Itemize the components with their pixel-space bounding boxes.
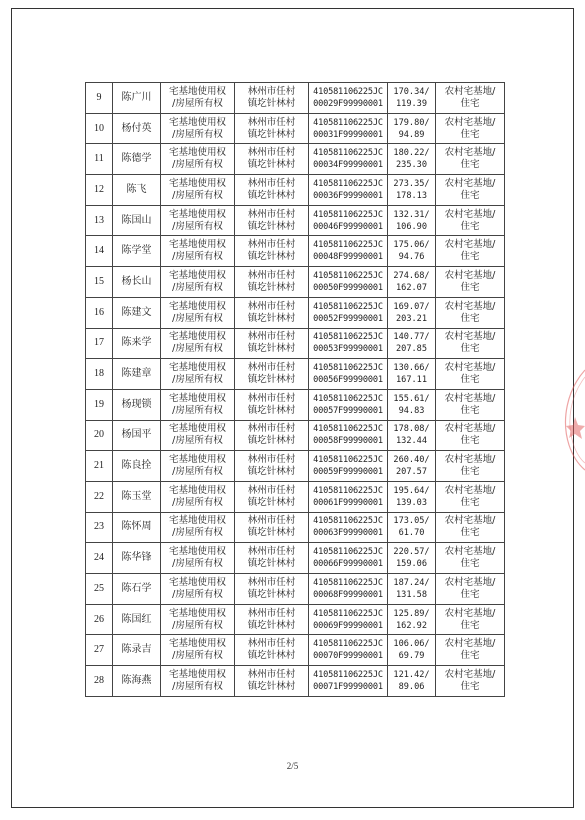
location-cell: 林州市任村 镇圪针林村: [235, 236, 309, 267]
right-type-cell: 宅基地使用权 /房屋所有权: [161, 297, 235, 328]
row-number-cell: 16: [86, 297, 113, 328]
right-type-cell: 宅基地使用权 /房屋所有权: [161, 389, 235, 420]
owner-name-cell: 陈玉堂: [113, 481, 161, 512]
location-cell: 林州市任村 镇圪针林村: [235, 205, 309, 236]
row-number-cell: 27: [86, 635, 113, 666]
unit-code-cell: 410581106225JC 00029F99990001: [309, 83, 388, 114]
unit-code-cell: 410581106225JC 00034F99990001: [309, 144, 388, 175]
row-number-cell: 19: [86, 389, 113, 420]
location-cell: 林州市任村 镇圪针林村: [235, 512, 309, 543]
right-type-cell: 宅基地使用权 /房屋所有权: [161, 574, 235, 605]
location-cell: 林州市任村 镇圪针林村: [235, 113, 309, 144]
row-number-cell: 28: [86, 666, 113, 697]
usage-cell: 农村宅基地/ 住宅: [436, 175, 505, 206]
usage-cell: 农村宅基地/ 住宅: [436, 574, 505, 605]
right-type-cell: 宅基地使用权 /房屋所有权: [161, 543, 235, 574]
owner-name-cell: 陈石学: [113, 574, 161, 605]
unit-code-cell: 410581106225JC 00069F99990001: [309, 604, 388, 635]
area-cell: 169.07/ 203.21: [388, 297, 436, 328]
table-row: [86, 543, 505, 574]
table-row: [86, 297, 505, 328]
right-type-cell: 宅基地使用权 /房屋所有权: [161, 359, 235, 390]
red-seal-stamp-fragment: [561, 365, 585, 475]
table-row: [86, 574, 505, 605]
row-number-cell: 25: [86, 574, 113, 605]
area-cell: 170.34/ 119.39: [388, 83, 436, 114]
area-cell: 155.61/ 94.83: [388, 389, 436, 420]
area-cell: 195.64/ 139.03: [388, 481, 436, 512]
location-cell: 林州市任村 镇圪针林村: [235, 175, 309, 206]
area-cell: 273.35/ 178.13: [388, 175, 436, 206]
location-cell: 林州市任村 镇圪针林村: [235, 297, 309, 328]
table-row: [86, 113, 505, 144]
unit-code-cell: 410581106225JC 00058F99990001: [309, 420, 388, 451]
row-number-cell: 10: [86, 113, 113, 144]
usage-cell: 农村宅基地/ 住宅: [436, 83, 505, 114]
unit-code-cell: 410581106225JC 00068F99990001: [309, 574, 388, 605]
table-row: [86, 666, 505, 697]
row-number-cell: 26: [86, 604, 113, 635]
row-number-cell: 14: [86, 236, 113, 267]
right-type-cell: 宅基地使用权 /房屋所有权: [161, 83, 235, 114]
unit-code-cell: 410581106225JC 00048F99990001: [309, 236, 388, 267]
table-row: [86, 175, 505, 206]
table-row: [86, 236, 505, 267]
unit-code-cell: 410581106225JC 00066F99990001: [309, 543, 388, 574]
right-type-cell: 宅基地使用权 /房屋所有权: [161, 328, 235, 359]
unit-code-cell: 410581106225JC 00046F99990001: [309, 205, 388, 236]
right-type-cell: 宅基地使用权 /房屋所有权: [161, 512, 235, 543]
row-number-cell: 23: [86, 512, 113, 543]
row-number-cell: 21: [86, 451, 113, 482]
unit-code-cell: 410581106225JC 00071F99990001: [309, 666, 388, 697]
location-cell: 林州市任村 镇圪针林村: [235, 144, 309, 175]
area-cell: 220.57/ 159.06: [388, 543, 436, 574]
row-number-cell: 9: [86, 83, 113, 114]
row-number-cell: 13: [86, 205, 113, 236]
area-cell: 274.68/ 162.07: [388, 267, 436, 298]
area-cell: 178.08/ 132.44: [388, 420, 436, 451]
right-type-cell: 宅基地使用权 /房屋所有权: [161, 420, 235, 451]
table-row: [86, 205, 505, 236]
row-number-cell: 22: [86, 481, 113, 512]
right-type-cell: 宅基地使用权 /房屋所有权: [161, 604, 235, 635]
location-cell: 林州市任村 镇圪针林村: [235, 359, 309, 390]
row-number-cell: 18: [86, 359, 113, 390]
area-cell: 130.66/ 167.11: [388, 359, 436, 390]
table-row: [86, 420, 505, 451]
right-type-cell: 宅基地使用权 /房屋所有权: [161, 175, 235, 206]
area-cell: 121.42/ 89.06: [388, 666, 436, 697]
owner-name-cell: 杨长山: [113, 267, 161, 298]
page-number: 2/5: [286, 761, 299, 771]
unit-code-cell: 410581106225JC 00057F99990001: [309, 389, 388, 420]
area-cell: 173.05/ 61.70: [388, 512, 436, 543]
table-row: [86, 144, 505, 175]
location-cell: 林州市任村 镇圪针林村: [235, 451, 309, 482]
right-type-cell: 宅基地使用权 /房屋所有权: [161, 144, 235, 175]
owner-name-cell: 陈怀周: [113, 512, 161, 543]
records-table: [85, 82, 505, 697]
area-cell: 106.06/ 69.79: [388, 635, 436, 666]
area-cell: 179.80/ 94.89: [388, 113, 436, 144]
area-cell: 260.40/ 207.57: [388, 451, 436, 482]
location-cell: 林州市任村 镇圪针林村: [235, 83, 309, 114]
table-row: [86, 512, 505, 543]
right-type-cell: 宅基地使用权 /房屋所有权: [161, 666, 235, 697]
unit-code-cell: 410581106225JC 00036F99990001: [309, 175, 388, 206]
location-cell: 林州市任村 镇圪针林村: [235, 389, 309, 420]
location-cell: 林州市任村 镇圪针林村: [235, 328, 309, 359]
owner-name-cell: 陈飞: [113, 175, 161, 206]
usage-cell: 农村宅基地/ 住宅: [436, 481, 505, 512]
row-number-cell: 12: [86, 175, 113, 206]
usage-cell: 农村宅基地/ 住宅: [436, 543, 505, 574]
owner-name-cell: 陈来学: [113, 328, 161, 359]
location-cell: 林州市任村 镇圪针林村: [235, 481, 309, 512]
table-row: [86, 389, 505, 420]
area-cell: 125.89/ 162.92: [388, 604, 436, 635]
usage-cell: 农村宅基地/ 住宅: [436, 512, 505, 543]
location-cell: 林州市任村 镇圪针林村: [235, 420, 309, 451]
owner-name-cell: 陈国山: [113, 205, 161, 236]
usage-cell: 农村宅基地/ 住宅: [436, 297, 505, 328]
owner-name-cell: 陈建文: [113, 297, 161, 328]
usage-cell: 农村宅基地/ 住宅: [436, 604, 505, 635]
unit-code-cell: 410581106225JC 00053F99990001: [309, 328, 388, 359]
records-table-body: [86, 83, 505, 697]
area-cell: 175.06/ 94.76: [388, 236, 436, 267]
usage-cell: 农村宅基地/ 住宅: [436, 635, 505, 666]
usage-cell: 农村宅基地/ 住宅: [436, 451, 505, 482]
unit-code-cell: 410581106225JC 00050F99990001: [309, 267, 388, 298]
owner-name-cell: 陈国红: [113, 604, 161, 635]
owner-name-cell: 陈海燕: [113, 666, 161, 697]
table-row: [86, 451, 505, 482]
row-number-cell: 24: [86, 543, 113, 574]
area-cell: 180.22/ 235.30: [388, 144, 436, 175]
right-type-cell: 宅基地使用权 /房屋所有权: [161, 236, 235, 267]
usage-cell: 农村宅基地/ 住宅: [436, 328, 505, 359]
owner-name-cell: 陈德学: [113, 144, 161, 175]
area-cell: 187.24/ 131.58: [388, 574, 436, 605]
area-cell: 140.77/ 207.85: [388, 328, 436, 359]
table-row: [86, 635, 505, 666]
owner-name-cell: 杨现锁: [113, 389, 161, 420]
area-cell: 132.31/ 106.90: [388, 205, 436, 236]
usage-cell: 农村宅基地/ 住宅: [436, 359, 505, 390]
row-number-cell: 17: [86, 328, 113, 359]
location-cell: 林州市任村 镇圪针林村: [235, 604, 309, 635]
location-cell: 林州市任村 镇圪针林村: [235, 635, 309, 666]
row-number-cell: 11: [86, 144, 113, 175]
right-type-cell: 宅基地使用权 /房屋所有权: [161, 205, 235, 236]
owner-name-cell: 陈良拴: [113, 451, 161, 482]
right-type-cell: 宅基地使用权 /房屋所有权: [161, 481, 235, 512]
location-cell: 林州市任村 镇圪针林村: [235, 267, 309, 298]
unit-code-cell: 410581106225JC 00059F99990001: [309, 451, 388, 482]
right-type-cell: 宅基地使用权 /房屋所有权: [161, 113, 235, 144]
usage-cell: 农村宅基地/ 住宅: [436, 420, 505, 451]
owner-name-cell: 陈华锋: [113, 543, 161, 574]
usage-cell: 农村宅基地/ 住宅: [436, 267, 505, 298]
usage-cell: 农村宅基地/ 住宅: [436, 113, 505, 144]
right-type-cell: 宅基地使用权 /房屋所有权: [161, 451, 235, 482]
table-row: [86, 359, 505, 390]
table-row: [86, 267, 505, 298]
owner-name-cell: 陈广川: [113, 83, 161, 114]
usage-cell: 农村宅基地/ 住宅: [436, 205, 505, 236]
usage-cell: 农村宅基地/ 住宅: [436, 389, 505, 420]
usage-cell: 农村宅基地/ 住宅: [436, 144, 505, 175]
unit-code-cell: 410581106225JC 00061F99990001: [309, 481, 388, 512]
owner-name-cell: 陈学堂: [113, 236, 161, 267]
table-row: [86, 83, 505, 114]
owner-name-cell: 杨国平: [113, 420, 161, 451]
unit-code-cell: 410581106225JC 00056F99990001: [309, 359, 388, 390]
row-number-cell: 15: [86, 267, 113, 298]
location-cell: 林州市任村 镇圪针林村: [235, 666, 309, 697]
unit-code-cell: 410581106225JC 00070F99990001: [309, 635, 388, 666]
owner-name-cell: 陈录吉: [113, 635, 161, 666]
right-type-cell: 宅基地使用权 /房屋所有权: [161, 267, 235, 298]
unit-code-cell: 410581106225JC 00031F99990001: [309, 113, 388, 144]
usage-cell: 农村宅基地/ 住宅: [436, 236, 505, 267]
owner-name-cell: 杨付英: [113, 113, 161, 144]
table-row: [86, 328, 505, 359]
location-cell: 林州市任村 镇圪针林村: [235, 574, 309, 605]
unit-code-cell: 410581106225JC 00052F99990001: [309, 297, 388, 328]
row-number-cell: 20: [86, 420, 113, 451]
location-cell: 林州市任村 镇圪针林村: [235, 543, 309, 574]
table-row: [86, 604, 505, 635]
table-row: [86, 481, 505, 512]
usage-cell: 农村宅基地/ 住宅: [436, 666, 505, 697]
right-type-cell: 宅基地使用权 /房屋所有权: [161, 635, 235, 666]
owner-name-cell: 陈建章: [113, 359, 161, 390]
unit-code-cell: 410581106225JC 00063F99990001: [309, 512, 388, 543]
